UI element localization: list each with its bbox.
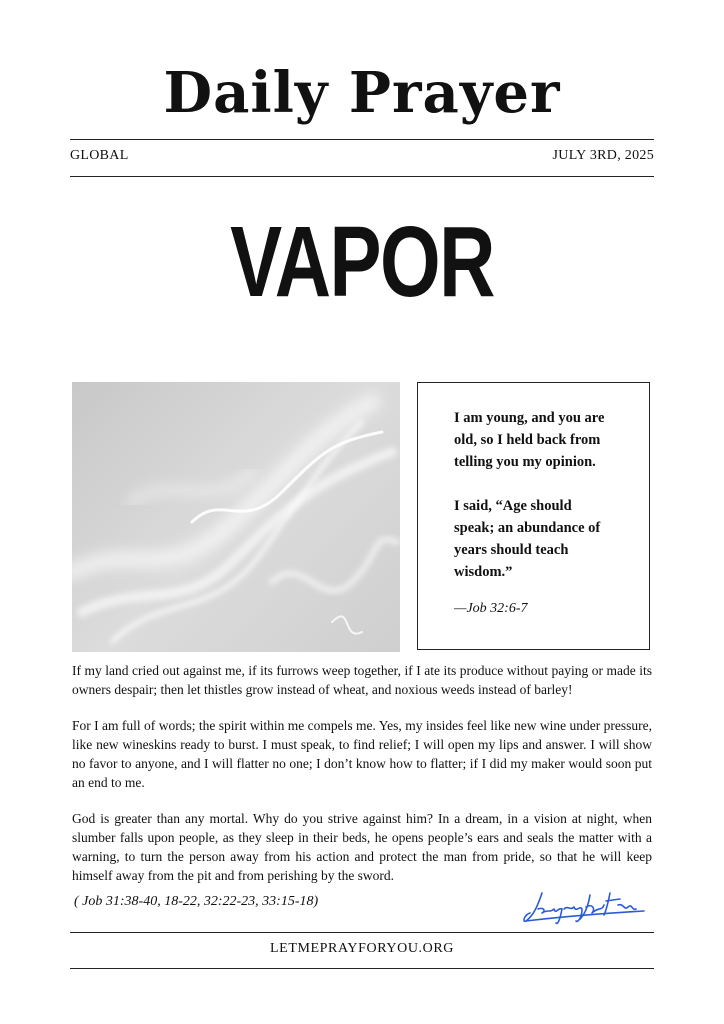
- meta-bottom-rule: [70, 176, 654, 177]
- body-paragraph-1: If my land cried out against me, if its furrows weep together, if I ate its produce without paying or made its owners despair; then let thistles grow instead of wheat, and noxious weeds instead of barley!: [72, 663, 652, 697]
- smoke-image: [72, 382, 400, 652]
- body-paragraph-3: God is greater than any mortal. Why do you strive against him? In a dream, in a vision at night, when slumber falls upon people, as they sleep in their beds, he opens people’s ears and seals the matter with a warning, to turn the person away from his action and protect the man from pride, so that he will keep himself away from the pit and from perishing by the sword.: [72, 811, 652, 883]
- footer-bottom-rule: [70, 968, 654, 969]
- quote-line: I said, “Age should: [454, 498, 572, 514]
- signature: [520, 885, 650, 925]
- footer-url: LETMEPRAYFORYOU.ORG: [270, 941, 454, 956]
- quote-line: speak; an abundance of: [454, 520, 601, 536]
- top-rule: [70, 139, 654, 140]
- smoke-illustration: [72, 382, 400, 652]
- quote-line: old, so I held back from: [454, 432, 601, 448]
- quote-line: telling you my opinion.: [454, 454, 596, 470]
- masthead-title: Daily Prayer: [163, 60, 561, 126]
- scripture-quote-box: [417, 382, 650, 650]
- quote-reference: —Job 32:6-7: [454, 601, 528, 616]
- quote-line: years should teach: [454, 542, 569, 558]
- quote-line: wisdom.”: [454, 564, 513, 580]
- headline: VAPOR: [230, 206, 494, 318]
- footer-top-rule: [70, 932, 654, 933]
- date-label: JULY 3RD, 2025: [552, 148, 654, 163]
- region-label: GLOBAL: [70, 148, 129, 163]
- scripture-reference: ( Job 31:38-40, 18-22, 32:22-23, 33:15-18): [74, 894, 319, 909]
- quote-line: I am young, and you are: [454, 410, 605, 426]
- body-paragraph-2: For I am full of words; the spirit within me compels me. Yes, my insides feel like new wine under pressure, like new wineskins ready to burst. I must speak, to find relief; I will open my lips and answer. I will show no favor to anyone, and I will flatter no one; I don’t know how to flatter; if I did my maker would soon put an end to me.: [72, 718, 652, 790]
